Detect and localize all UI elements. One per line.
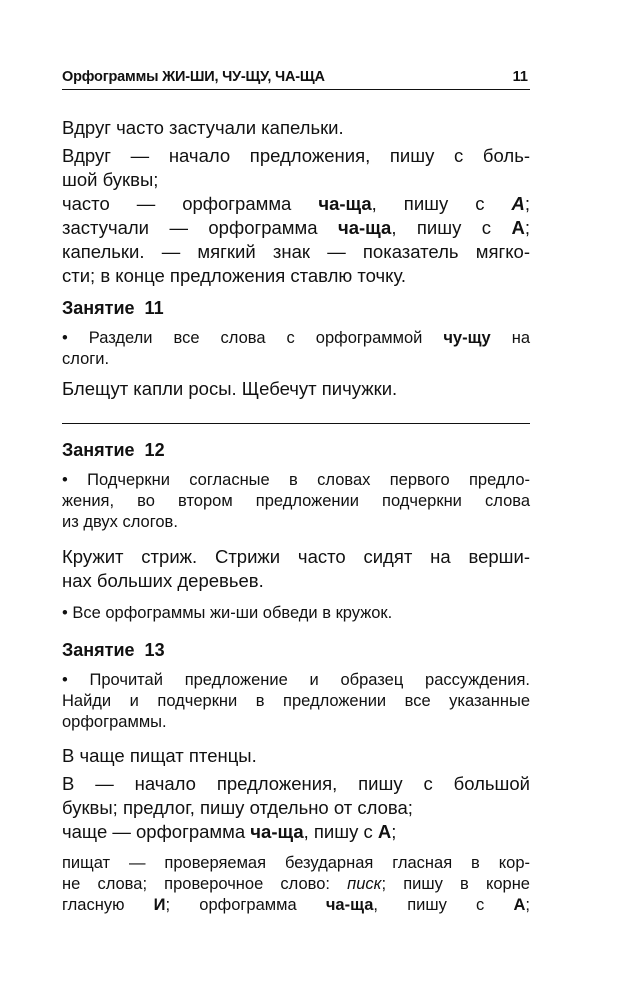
intro-analysis [62, 144, 530, 288]
lesson-11-task [62, 328, 530, 370]
text-line: • Прочитай предложение и образец рассуждения. [62, 671, 530, 689]
text-line: орфограммы. [62, 713, 167, 731]
lesson-13-heading: Занятие 13 [62, 640, 165, 660]
section-divider [62, 423, 530, 424]
book-page [62, 0, 530, 1000]
text-line: застучали — орфограмма ча-ща, пишу с А; [62, 217, 530, 238]
lesson-13-analysis-2 [62, 853, 530, 916]
text-line: шой буквы; [62, 169, 159, 190]
lesson-12-heading: Занятие 12 [62, 440, 165, 460]
text-line: • Подчеркни согласные в словах первого предло- [62, 471, 530, 489]
lesson-11-heading: Занятие 11 [62, 298, 164, 318]
text-line: Найди и подчеркни в предложении все указанные [62, 692, 530, 710]
text-line: слоги. [62, 350, 110, 368]
text-line: гласную И; орфограмма ча-ща, пишу с А; [62, 896, 530, 914]
text-line: Кружит стриж. Стрижи часто сидят на верши- [62, 546, 530, 567]
text-line: • Раздели все слова с орфограммой чу-щу на [62, 329, 530, 347]
text-line: Вдруг — начало предложения, пишу с боль- [62, 145, 530, 166]
text-line: В — начало предложения, пишу с большой [62, 773, 530, 794]
header-title: Орфограммы ЖИ-ШИ, ЧУ-ЩУ, ЧА-ЩА [62, 69, 325, 85]
text-line: не слова; проверочное слово: писк; пишу в корне [62, 875, 530, 893]
running-header [62, 67, 530, 90]
text-line: нах больших деревьев. [62, 570, 264, 591]
lesson-11-text: Блещут капли росы. Щебечут пичужки. [62, 378, 398, 399]
text-line: жения, во втором предложении подчеркни слова [62, 492, 530, 510]
text-line: чаще — орфограмма ча-ща, пишу с А; [62, 821, 397, 842]
intro-sentence: Вдруг часто застучали капельки. [62, 117, 344, 138]
lesson-13-analysis [62, 772, 530, 844]
lesson-12-task-2: • Все орфограммы жи-ши обведи в кружок. [62, 604, 393, 622]
text-line: из двух слогов. [62, 513, 178, 531]
page-number: 11 [512, 69, 528, 85]
text-line: капельки. — мягкий знак — показатель мягко- [62, 241, 530, 262]
text-line: часто — орфограмма ча-ща, пишу с А; [62, 193, 530, 214]
text-line: буквы; предлог, пишу отдельно от слова; [62, 797, 413, 818]
text-line: сти; в конце предложения ставлю точку. [62, 265, 407, 286]
lesson-12-task [62, 470, 530, 533]
lesson-12-text [62, 545, 530, 593]
lesson-13-sentence: В чаще пищат птенцы. [62, 745, 257, 766]
text-line: пищат — проверяемая безударная гласная в кор- [62, 854, 530, 872]
lesson-13-task [62, 670, 530, 733]
